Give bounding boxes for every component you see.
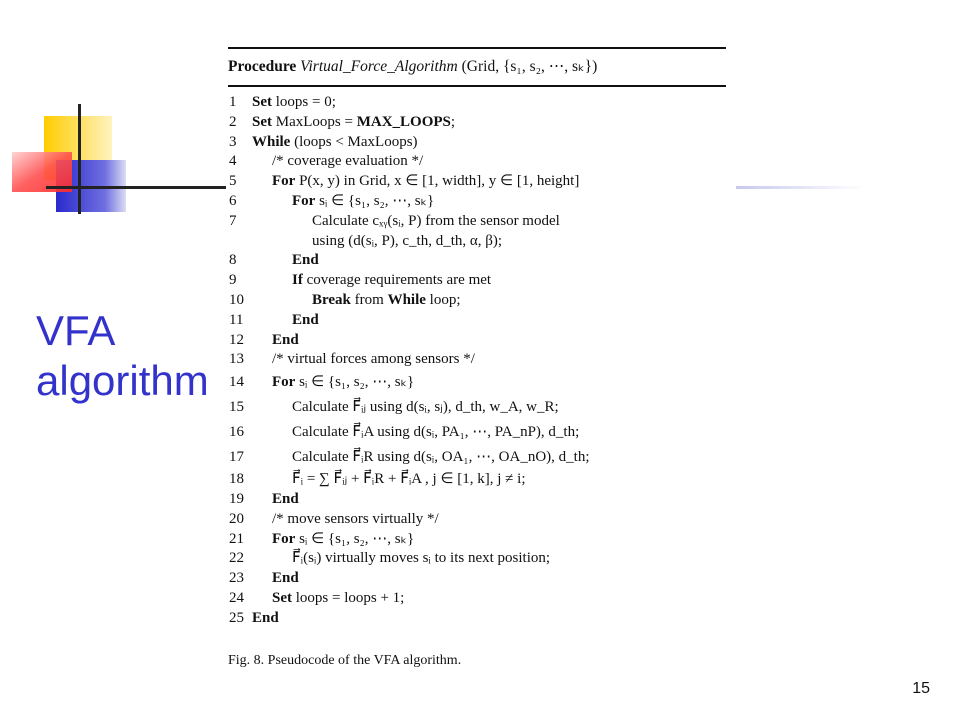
line-text: using (d(sᵢ, P), c_th, d_th, α, β); (312, 232, 503, 249)
pseudocode-line (228, 445, 728, 470)
line-number: 22 (229, 550, 244, 567)
pseudocode-line (228, 133, 728, 153)
deco-faint-underline (736, 186, 866, 189)
line-text: For sᵢ ∈ {s₁, s₂, ⋯, sₖ} (272, 374, 415, 391)
line-text: Break from While loop; (312, 291, 461, 308)
line-number: 15 (229, 399, 244, 416)
line-number: 9 (229, 272, 237, 289)
line-text: F⃗ᵢ = ∑ F⃗ᵢⱼ + F⃗ᵢR + F⃗ᵢA , j ∈ [1, k], j ≠ i; (292, 471, 526, 488)
pseudocode-line (228, 490, 728, 510)
pseudocode-line (228, 510, 728, 530)
pseudocode-line (228, 331, 728, 351)
line-text: If coverage requirements are met (292, 272, 492, 289)
figure-caption: Fig. 8. Pseudocode of the VFA algorithm. (228, 653, 462, 668)
line-text: End (252, 609, 279, 626)
line-number: 25 (229, 609, 244, 626)
line-number: 18 (229, 471, 244, 488)
line-text: End (292, 311, 319, 328)
line-number: 11 (229, 311, 244, 328)
pseudocode-line (228, 93, 728, 113)
line-text: Calculate F⃗ᵢA using d(sᵢ, PA₁, ⋯, PA_nP), d_th; (292, 424, 580, 441)
line-number: 1 (229, 94, 237, 110)
pseudocode-line (228, 172, 728, 192)
procedure-keyword: Procedure (228, 58, 301, 75)
algorithm-figure (228, 47, 728, 629)
line-text: While (loops < MaxLoops) (252, 133, 418, 150)
line-number: 16 (229, 424, 244, 441)
line-number: 7 (229, 212, 237, 229)
line-text: For sᵢ ∈ {s₁, s₂, ⋯, sₖ} (292, 192, 435, 209)
line-text: Set MaxLoops = MAX_LOOPS; (252, 113, 456, 130)
line-text: /* move sensors virtually */ (272, 510, 439, 527)
pseudocode-line (228, 232, 728, 252)
line-text: Set loops = loops + 1; (272, 589, 405, 606)
procedure-header (228, 49, 728, 85)
pseudocode-line (228, 152, 728, 172)
pseudocode-line (228, 271, 728, 291)
pseudocode-line (228, 530, 728, 550)
line-number: 8 (229, 252, 237, 269)
line-text: Calculate cₓᵧ(sᵢ, P) from the sensor model (312, 212, 560, 229)
deco-horizontal-line (46, 186, 226, 189)
line-text: End (272, 490, 299, 507)
line-text: /* virtual forces among sensors */ (272, 351, 475, 368)
pseudocode-line (228, 589, 728, 609)
line-number: 20 (229, 510, 244, 527)
line-text: End (272, 570, 299, 587)
header-rule (228, 85, 726, 87)
line-number: 2 (229, 113, 237, 130)
line-number: 14 (229, 374, 244, 391)
pseudocode-line (228, 350, 728, 370)
line-text: End (272, 331, 299, 348)
pseudocode-line (228, 470, 728, 490)
line-number: 5 (229, 173, 237, 190)
pseudocode-line (228, 569, 728, 589)
slide-title: VFA algorithm (36, 307, 209, 404)
line-text: Calculate F⃗ᵢR using d(sᵢ, OA₁, ⋯, OA_nO), d_th; (292, 449, 590, 466)
line-number: 24 (229, 589, 244, 606)
line-number: 17 (229, 449, 244, 466)
deco-vertical-line (78, 104, 81, 214)
pseudocode-line (228, 609, 728, 629)
line-text: For P(x, y) in Grid, x ∈ [1, width], y ∈ [1, height] (272, 173, 580, 190)
pseudocode-lines (228, 93, 728, 629)
line-text: /* coverage evaluation */ (272, 153, 424, 170)
line-number: 10 (229, 291, 244, 308)
line-number: 3 (229, 133, 237, 150)
pseudocode-line (228, 212, 728, 232)
line-number: 6 (229, 192, 237, 209)
line-text: End (292, 252, 319, 269)
page-number: 15 (912, 680, 930, 697)
procedure-name: Virtual_Force_Algorithm (300, 58, 462, 75)
line-number: 19 (229, 490, 244, 507)
pseudocode-line (228, 549, 728, 569)
line-text: For sᵢ ∈ {s₁, s₂, ⋯, sₖ} (272, 530, 415, 547)
pseudocode-line (228, 370, 728, 395)
pseudocode-line (228, 251, 728, 271)
pseudocode-line (228, 113, 728, 133)
procedure-args: (Grid, {s₁, s₂, ⋯, sₖ}) (461, 58, 598, 75)
line-number: 23 (229, 570, 244, 587)
line-text: F⃗ᵢ(sᵢ) virtually moves sᵢ to its next position; (292, 550, 551, 567)
line-number: 4 (229, 153, 237, 170)
line-number: 12 (229, 331, 244, 348)
line-number: 21 (229, 530, 244, 547)
line-text: Calculate F⃗ᵢⱼ using d(sᵢ, sⱼ), d_th, w_A, w_R; (292, 399, 559, 416)
pseudocode-line (228, 291, 728, 311)
line-number: 13 (229, 351, 244, 368)
pseudocode-line (228, 192, 728, 212)
pseudocode-line (228, 311, 728, 331)
pseudocode-line (228, 395, 728, 420)
pseudocode-line (228, 420, 728, 445)
line-text: Set loops = 0; (252, 94, 336, 110)
